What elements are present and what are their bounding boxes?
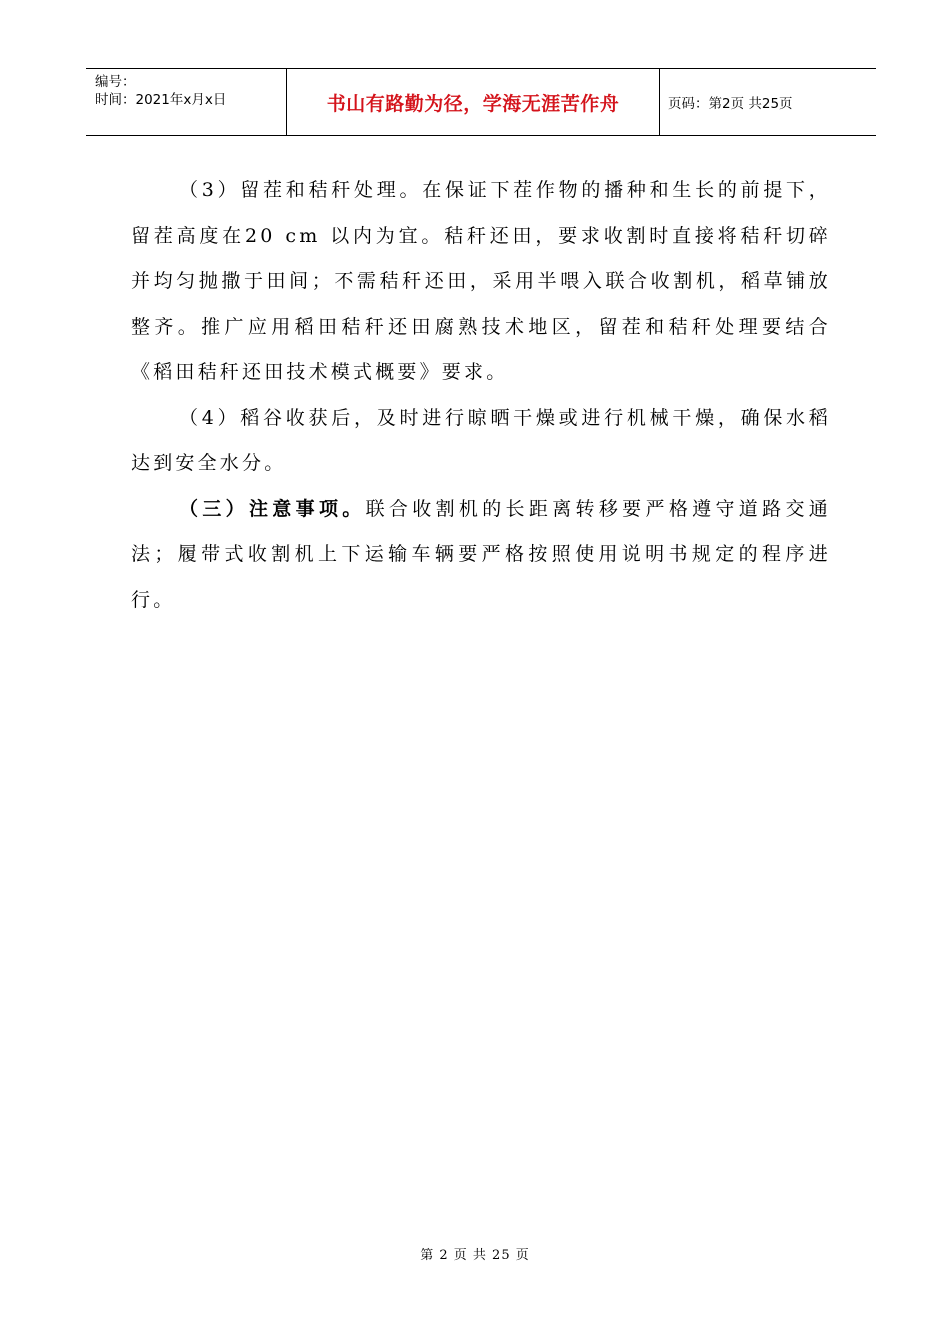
page-footer: 第 2 页 共 25 页 (420, 1248, 530, 1263)
header-page-cell (660, 69, 876, 135)
header-meta-cell (86, 69, 287, 135)
document-body (131, 168, 831, 623)
precautions-text: 联合收割机的长距离转移要严格遵守道路交通法；履带式收割机上下运输车辆要严格按照使用说明书规定的程序进行。 (131, 497, 831, 611)
header-motto-cell (287, 69, 660, 135)
motto-text: 书山有路勤为径，学海无涯苦作舟 (326, 92, 620, 115)
paragraph-stubble-straw: （3）留茬和秸秆处理。在保证下茬作物的播种和生长的前提下，留茬高度在20 cm 以内为宜。秸秆还田，要求收割时直接将秸秆切碎并均匀抛撒于田间；不需秸秆还田，采用半喂入联合收割机，稻草铺放整齐。推广应用稻田秸秆还田腐熟技术地区，留茬和秸秆处理要结合《稻田秸秆还田技术模式概要》要求。 (131, 179, 831, 383)
header-page-info: 页码：第2页 共25页 (668, 96, 793, 112)
paragraph-drying: （4）稻谷收获后，及时进行晾晒干燥或进行机械干燥，确保水稻达到安全水分。 (131, 406, 831, 474)
document-header (86, 68, 876, 136)
precautions-heading: （三）注意事项。 (179, 497, 366, 520)
paragraph-precautions (131, 487, 831, 624)
date-label: 时间：2021年x月x日 (95, 92, 227, 108)
serial-number-label: 编号： (95, 74, 136, 90)
